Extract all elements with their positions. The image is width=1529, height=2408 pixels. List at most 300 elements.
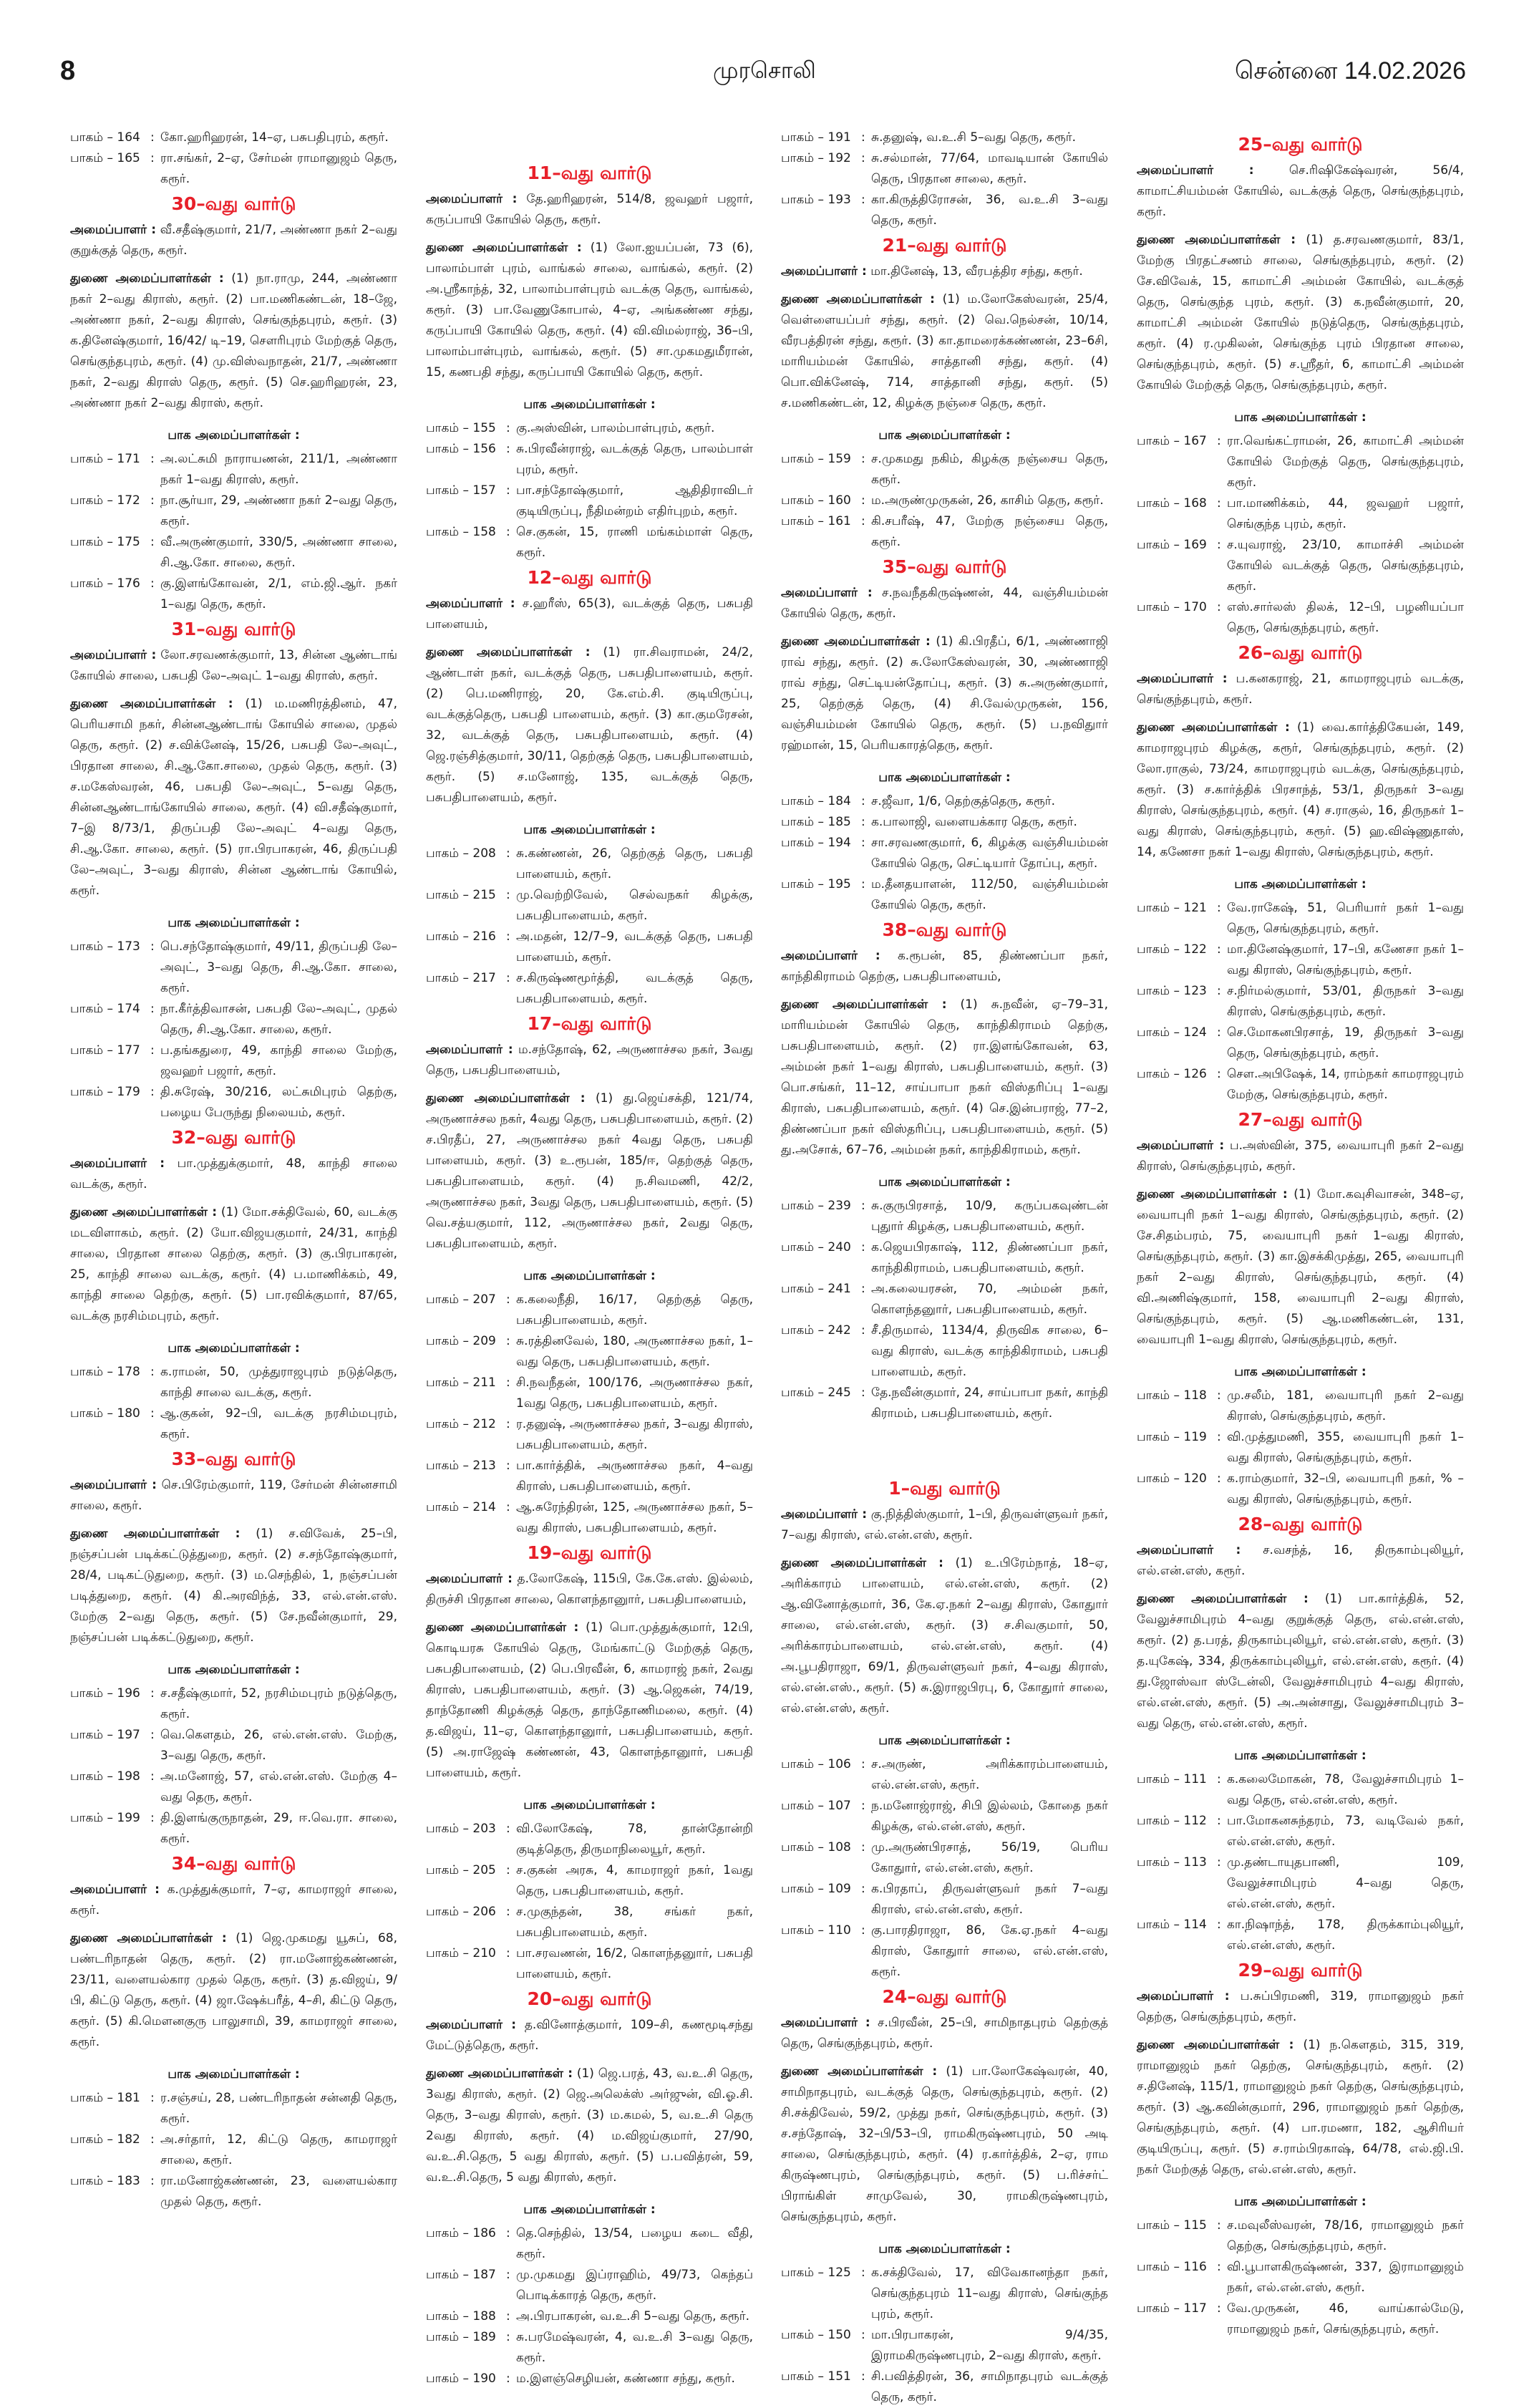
booth-label: பாகம் – (781, 836, 824, 850)
booth-label: பாகம் – (426, 2268, 469, 2282)
colon: : (150, 1811, 155, 1825)
booth-row (426, 927, 753, 968)
colon: : (861, 836, 865, 850)
colon: : (1217, 984, 1221, 998)
booth-row (70, 1683, 397, 1725)
booth-number (781, 833, 861, 874)
booth-person: அ.சர்தார், 12, கிட்டு தெரு, காமராஜர் சாலை, கரூர். (160, 2132, 397, 2167)
ward-section (781, 1984, 1108, 2408)
organizer-text: ப.அஸ்வின், 375, வையாபுரி நகர் 2–வது கிராஸ், செங்குந்தபுரம், கரூர். (1137, 1138, 1465, 1174)
ward-heading: 38–வது வார்டு (882, 919, 1007, 940)
colon: : (861, 1282, 865, 1296)
booth-organizers-heading: பாக அமைப்பாளர்கள் : (168, 1663, 300, 1677)
booth-number (1137, 597, 1217, 639)
deputies-label: துணை அமைப்பாளர்கள் : (781, 1556, 943, 1570)
organizer-label: அமைப்பாளர் : (426, 2018, 517, 2032)
booth-label: பாகம் – (781, 2369, 824, 2384)
booth-label: பாகம் – (1137, 600, 1180, 614)
ward-section (1137, 640, 1464, 1106)
booth-number (70, 1725, 150, 1766)
booth-organizers-heading: பாக அமைப்பாளர்கள் : (878, 1734, 1011, 1748)
booth-row (781, 2325, 1108, 2366)
booth-no: 183 (117, 2174, 140, 2188)
booth-label: பாகம் – (781, 1386, 824, 1400)
column-2 (426, 159, 753, 2389)
ward-heading: 29–வது வார்டு (1238, 1960, 1363, 1981)
booth-person: மு.தண்டாயுதபாணி, 109, வேலுச்சாமிபுரம் 4–வது தெரு, எல்.என்.எஸ், கரூர். (1227, 1855, 1464, 1911)
colon: : (506, 1863, 510, 1877)
booth-label: பாகம் – (70, 1365, 113, 1379)
booth-no: 110 (827, 1923, 851, 1938)
booth-label: பாகம் – (426, 1459, 469, 1473)
booth-number (426, 1331, 506, 1373)
colon: : (150, 493, 155, 508)
organizer-text: க.ரூபன், 85, திண்ணப்பா நகர், காந்திகிராமம் தெற்கு, பசுபதிபாளையம், (781, 949, 1108, 984)
colon: : (150, 1686, 155, 1701)
colon: : (506, 2268, 510, 2282)
booth-number (426, 968, 506, 1010)
booth-number (781, 2366, 861, 2408)
booth-label: பாகம் – (426, 1417, 469, 1431)
booth-person: சி.பவித்திரன், 36, சாமிநாதபுரம் வடக்குத் தெரு, கரூர். (871, 2369, 1108, 2404)
colon: : (861, 193, 865, 207)
ward-section (426, 565, 753, 1010)
booth-person: வே.ராகேஷ், 51, பெரியார் நகர் 1–வது தெரு, செங்குந்தபுரம், கரூர். (1227, 901, 1464, 936)
deputies-entry (70, 1928, 397, 2053)
booth-no: 241 (827, 1282, 851, 1296)
booth-row (781, 1754, 1108, 1796)
booth-number (1137, 535, 1217, 597)
booth-number (426, 1497, 506, 1539)
booth-person: ச.நிர்மல்குமார், 53/01, திருநகர் 3–வது கிராஸ், செங்குந்தபுரம், கரூர். (1227, 984, 1464, 1019)
booth-row (781, 1796, 1108, 1837)
colon: : (150, 2132, 155, 2147)
deputies-text: (1) வை.கார்த்திகேயன், 149, காமராஜபுரம் கிழக்கு, கரூர், செங்குந்தபுரம், கரூர். (2) லோ.ராகுல், 73/24, காமராஜபுரம் வடக்கு, செங்குந்தபுரம், கரூர். (3) ச.கார்த்திக் பிரசாந்த், 53/1, திருநகர் 3–வது கிராஸ், செங்குந்தபுரம், கரூர். (4) ச.ராகுல், 16, திருநகர் 1–வது கிராஸ், செங்குந்தபுரம், கரூர். (5) ஹ.விஷ்ணுதாஸ், 14, கணேசா நகர் 1–வது கிராஸ், செங்குந்தபுரம், கரூர். (1137, 720, 1464, 859)
booth-no: 157 (472, 483, 496, 498)
colon: : (506, 2371, 510, 2386)
booth-label: பாகம் – (1137, 1025, 1180, 1040)
booth-label: பாகம் – (1137, 1471, 1180, 1486)
booth-row (70, 449, 397, 490)
booth-person: மு.முகமது இப்ராஹிம், 49/73, கெந்தப் பொடிக்காரத் தெரு, கரூர். (516, 2268, 753, 2303)
booth-person: நா.கீர்த்திவாசன், பசுபதி லே–அவுட், முதல் தெரு, சி.ஆ.கோ. சாலை, கரூர். (160, 1002, 397, 1037)
booth-organizers-heading: பாக அமைப்பாளர்கள் : (168, 1341, 300, 1355)
organizer-entry (426, 1569, 753, 1610)
colon: : (1217, 1855, 1221, 1870)
colon: : (150, 1769, 155, 1784)
booth-no: 123 (1183, 984, 1207, 998)
booth-person: பா.சந்தோஷ்குமார், ஆதிதிராவிடர் குடியிருப்பு, நீதிமன்றம் எதிர்புறம், கரூர். (516, 483, 753, 518)
booth-no: 242 (827, 1323, 851, 1338)
booth-row (1137, 493, 1464, 535)
colon: : (150, 535, 155, 549)
booth-number (70, 2088, 150, 2129)
booth-person: கா.நிஷாந்த், 178, திருக்காம்புலியூர், எல்.என்.எஸ், கரூர். (1227, 1918, 1464, 1953)
booth-label: பாகம் – (426, 1946, 469, 1960)
booth-no: 194 (827, 836, 851, 850)
organizer-entry (1137, 160, 1464, 223)
booth-label: பாகம் – (1137, 901, 1180, 915)
booth-label: பாகம் – (426, 525, 469, 539)
ward-heading: 1–வது வார்டு (888, 1478, 1001, 1499)
booth-row (1137, 1469, 1464, 1510)
colon: : (861, 877, 865, 891)
deputies-label: துணை அமைப்பாளர்கள் : (426, 1620, 579, 1635)
booth-person: அ.கலையரசன், 70, அம்மன் நகர், கொளந்தனுார், பசுபதிபாளையம், கரூர். (871, 1282, 1108, 1317)
deputies-text: (1) த.சரவணகுமார், 83/1, மேற்கு பிரதட்சணம் சாலை, செங்குந்தபுரம், கரூர். (2) சே.விவேக், 15, காமாட்சி அம்மன் கோயில், வடக்குத் தெரு, செங்குந்த புரம், கரூர். (3) க.நவீன்குமார், 20, காமாட்சி அம்மன் கோயில் நடுத்தெரு, செங்குந்தபுரம், கரூர். (4) ர.முகிலன், செங்குந்த புரம் பிரதான சாலை, செங்குந்தபுரம், கரூர். (5) ச.ஸ்ரீதர், 6, காமாட்சி அம்மன் கோயில் மேற்குத் தெரு, செங்குந்தபுரம், கரூர். (1137, 233, 1465, 392)
booth-no: 111 (1183, 1772, 1207, 1786)
booth-person: கோ.ஹரிஹரன், 14–ஏ, பசுபதிபுரம், கரூர். (160, 130, 389, 145)
organizer-label: அமைப்பாளர் : (781, 264, 867, 279)
booth-number (1137, 1427, 1217, 1469)
booth-no: 165 (117, 151, 140, 165)
organizer-text: ப.சுப்பிரமணி, 319, ராமானுஜம் நகர் தெற்கு, செங்குந்தபுரம், கரூர். (1137, 1989, 1464, 2024)
booth-no: 185 (827, 815, 851, 829)
colon: : (506, 1905, 510, 1919)
colon: : (506, 2226, 510, 2240)
booth-no: 108 (827, 1840, 851, 1855)
booth-row (1137, 1386, 1464, 1427)
booth-no: 159 (827, 452, 851, 466)
organizer-label: அமைப்பாளர் : (1137, 1543, 1241, 1557)
booth-no: 119 (1183, 1430, 1207, 1444)
deputies-entry (1137, 2035, 1464, 2180)
page-number: 8 (60, 56, 76, 86)
booth-label: பாகம் – (781, 2328, 824, 2342)
booth-number (426, 1290, 506, 1331)
booth-label: பாகம் – (781, 452, 824, 466)
deputies-text: (1) உ.பிரேம்நாத், 18–ஏ, அரிக்காரம் பாளையம், எல்.என்.எஸ், கரூர். (2) ஆ.வினோத்குமார், 36, கே.ஏ.நகர் 2–வது கிராஸ், கோதுார் சாலை, எல்.என்.எஸ், கரூர். (3) ச.சிவகுமார், 50, அரிக்காரம்பாளையம், எல்.என்.எஸ், கரூர். (4) அ.பூபதிராஜா, 69/1, திருவள்ளுவர் நகர், 4–வது கிராஸ், எல்.என்.எஸ்., கரூர். (5) சு.இராஜபிரபு, 6, கோதுார் சாலை, எல்.என்.எஸ், கரூர். (781, 1556, 1109, 1716)
organizer-text: த.வினோத்குமார், 109–சி, கணமூடிசந்து மேட்டுத்தெரு, கரூர். (426, 2018, 754, 2053)
booth-organizers-heading: பாக அமைப்பாளர்கள் : (878, 770, 1011, 785)
colon: : (861, 130, 865, 145)
booth-organizers-heading: பாக அமைப்பாளர்கள் : (1234, 2195, 1367, 2209)
organizer-entry (426, 1040, 753, 1081)
booth-number (70, 1040, 150, 1082)
booth-number (426, 1373, 506, 1414)
booth-person: சு.பிரவீன்ராஜ், வடக்குத் தெரு, பாலம்பாள் புரம், கரூர். (516, 442, 753, 477)
organizer-text: ம.சந்தோஷ், 62, அருணாச்சல நகர், 3வது தெரு, பசுபதிபாளையம், (426, 1043, 754, 1078)
booth-number (781, 812, 861, 833)
booth-number (426, 1819, 506, 1860)
booth-no: 190 (472, 2371, 496, 2386)
booth-number (1137, 1022, 1217, 1064)
colon: : (150, 151, 155, 165)
ward-heading: 26–வது வார்டு (1238, 642, 1363, 663)
booth-number (426, 439, 506, 480)
booth-organizers-heading: பாக அமைப்பாளர்கள் : (168, 916, 300, 930)
booth-label: பாகம் – (70, 2091, 113, 2105)
booth-label: பாகம் – (781, 1882, 824, 1896)
booth-number (1137, 981, 1217, 1022)
booth-person: பெ.சந்தோஷ்குமார், 49/11, திருப்பதி லே–அவுட், 3–வது தெரு, சி.ஆ.கோ. சாலை, கரூர். (160, 939, 397, 995)
colon: : (150, 130, 155, 145)
booth-row (70, 127, 397, 148)
ward-section (781, 233, 1108, 553)
organizer-entry (781, 1504, 1108, 1546)
deputies-text: (1) பா.லோகேஷ்வரன், 40, சாமிநாதபுரம், வடக்குத் தெரு, செங்குந்தபுரம், கரூர். (2) சி.சக்திவேல், 59/2, முத்து நகர், செங்குந்தபுரம், கரூர். (3) ச.சந்தோஷ், 32–பி/53–பி, ராமகிருஷ்ணபுரம், 50 அடி சாலை, செங்குந்தபுரம், கரூர். (4) ர.கார்த்திக், 2–ஏ, ராம கிருஷ்ணபுரம், செங்குந்தபுரம், கரூர். (5) ப.ரிச்சர்ட் பிராங்கிள் சாமுவேல், 30, ராமகிருஷ்ணபுரம், செங்குந்தபுரம், கரூர். (781, 2064, 1108, 2224)
booth-number (426, 1456, 506, 1497)
ward-section (426, 160, 753, 564)
colon: : (861, 2266, 865, 2280)
booth-row (1137, 1852, 1464, 1915)
booth-person: அ.பிரபாகரன், வ.உ.சி 5–வது தெரு, கரூர். (516, 2309, 749, 2324)
colon: : (506, 1375, 510, 1390)
booth-person: பா.சரவணன், 16/2, கொளந்தனுார், பசுபதி பாளையம், கரூர். (516, 1946, 753, 1981)
booth-person: அ.மதன், 12/7–9, வடக்குத் தெரு, பசுபதி பாளையம், கரூர். (516, 929, 753, 964)
booth-number (781, 1879, 861, 1920)
booth-person: சு.ரத்தினவேல், 180, அருணாச்சல நகர், 1–வது தெரு, பசுபதிபாளையம், கரூர். (516, 1334, 753, 1369)
booth-number (70, 449, 150, 490)
booth-number (426, 418, 506, 439)
colon: : (150, 1085, 155, 1099)
booth-row (70, 1040, 397, 1082)
organizer-entry (781, 2013, 1108, 2054)
ward-heading: 19–வது வார்டு (527, 1542, 652, 1563)
organizer-label: அமைப்பாளர் : (781, 586, 873, 600)
ward-section (781, 1424, 1108, 1983)
booth-label: பாகம் – (1137, 984, 1180, 998)
deputies-text: (1) சு.நவீன், ஏ–79–31, மாரியம்மன் கோயில் தெரு, காந்திகிராமம் தெற்கு, பசுபதிபாளையம், கரூர். (2) ரா.இளங்கோவன், 63, அம்மன் நகர் 1–வது கிராஸ், பசுபதிபாளையம், கரூர். (3) பொ.சங்கர், 11–12, சாய்பாபா நகர் விஸ்தரிப்பு 1–வது கிராஸ், பசுபதிபாளையம், கரூர். (4) செ.இன்பராஜ், 77–2, திண்ணப்பா நகர் விஸ்தரிப்பு, பசுபதிபாளையம், கரூர். (5) து.அசோக், 67–76, அம்மன் நகர், காந்திகிராமம், கரூர். (781, 997, 1109, 1157)
booth-person: சு.சல்மான், 77/64, மாவடியான் கோயில் தெரு, பிரதான சாலை, கரூர். (871, 151, 1108, 186)
booth-number (1137, 939, 1217, 981)
booth-row (1137, 981, 1464, 1022)
booth-label: பாகம் – (70, 130, 113, 145)
deputies-label: துணை அமைப்பாளர்கள் : (1137, 233, 1296, 247)
booth-label: பாகம் – (426, 1292, 469, 1307)
booth-label: பாகம் – (426, 1334, 469, 1348)
booth-no: 191 (827, 130, 851, 145)
booth-person: சி.நவநீதன், 100/176, அருணாச்சல நகர், 1வது தெரு, பசுபதிபாளையம், கரூர். (516, 1375, 753, 1411)
booth-no: 181 (117, 2091, 140, 2105)
booth-no: 211 (472, 1375, 496, 1390)
booth-number (781, 1754, 861, 1796)
booth-number (70, 1766, 150, 1808)
deputies-entry (1137, 1184, 1464, 1350)
colon: : (861, 1799, 865, 1813)
booth-number (426, 480, 506, 522)
booth-label: பாகம் – (70, 939, 113, 954)
deputies-label: துணை அமைப்பாளர்கள் : (781, 2064, 938, 2079)
deputies-entry (1137, 717, 1464, 863)
booth-number (426, 522, 506, 564)
booth-label: பாகம் – (426, 846, 469, 861)
ward-section (70, 616, 397, 1123)
booth-number (70, 1683, 150, 1725)
booth-no: 184 (827, 794, 851, 808)
deputies-entry (70, 694, 397, 901)
colon: : (506, 1417, 510, 1431)
deputies-text: (1) ஜெ.பரத், 43, வ.உ.சி தெரு, 3வது கிராஸ், கரூர். (2) ஜெ.அலெக்ஸ் அர்ஜுன், வி.ஓ.சி. தெரு, 3–வது கிராஸ், கரூர். (3) ம.கமல், 5, வ.உ.சி தெரு 2வது கிராஸ், கரூர். (4) ம.விஜய்குமார், 27/90, வ.உ.சி.தெரு, 5 வது கிராஸ், கரூர். (5) ப.பவித்ரன், 59, வ.உ.சி.தெரு, 5 வது கிராஸ், கரூர். (426, 2066, 754, 2185)
organizer-text: க.முத்துக்குமார், 7–ஏ, காமராஜர் சாலை, கரூர். (70, 1882, 398, 1918)
booth-row (781, 791, 1108, 812)
booth-row (1137, 1427, 1464, 1469)
booth-row (426, 885, 753, 927)
booth-row (781, 449, 1108, 490)
deputies-label: துணை அமைப்பாளர்கள் : (70, 1205, 218, 1219)
booth-row (70, 1766, 397, 1808)
booth-row (781, 127, 1108, 148)
organizer-label: அமைப்பாளர் : (781, 1507, 868, 1522)
colon: : (506, 1459, 510, 1473)
booth-no: 212 (472, 1417, 496, 1431)
colon: : (1217, 901, 1221, 915)
ward-section (1137, 1512, 1464, 1956)
colon: : (506, 483, 510, 498)
booth-number (781, 1920, 861, 1983)
ward-heading: 28–வது வார்டு (1238, 1514, 1363, 1534)
booth-label: பாகம் – (426, 929, 469, 944)
booth-row (1137, 939, 1464, 981)
organizer-text: ச.வசந்த், 16, திருகாம்புலியூர், எல்.என்.எஸ், கரூர். (1137, 1543, 1465, 1578)
booth-row (781, 190, 1108, 231)
booth-row (781, 1196, 1108, 1237)
booth-label: பாகம் – (70, 452, 113, 466)
ward-heading: 12–வது வார்டு (527, 567, 652, 588)
booth-row (1137, 1022, 1464, 1064)
booth-row (1137, 2298, 1464, 2340)
booth-label: பாகம் – (781, 877, 824, 891)
booth-row (70, 2088, 397, 2129)
booth-row (1137, 898, 1464, 939)
booth-label: பாகம் – (1137, 1918, 1180, 1932)
ward-heading: 24–வது வார்டு (882, 1986, 1007, 2007)
booth-no: 106 (827, 1757, 851, 1771)
booth-person: சௌ.அபிஷேக், 14, ராம்நகர் காமராஜபுரம் மேற்கு, செங்குந்தபுரம், கரூர். (1227, 1067, 1464, 1102)
booth-row (781, 1320, 1108, 1383)
booth-organizers-heading: பாக அமைப்பாளர்கள் : (878, 428, 1011, 443)
deputies-entry (781, 289, 1108, 414)
colon: : (150, 939, 155, 954)
booth-label: பாகம் – (70, 2132, 113, 2147)
booth-organizers-heading: பாக அமைப்பாளர்கள் : (878, 1175, 1011, 1189)
booth-person: பா.கார்த்திக், அருணாச்சல நகர், 4–வது கிராஸ், பசுபதிபாளையம், கரூர். (516, 1459, 753, 1494)
colon: : (506, 888, 510, 902)
organizer-entry (781, 261, 1108, 282)
deputies-entry (426, 2064, 753, 2188)
colon: : (1217, 1025, 1221, 1040)
booth-number (1137, 1064, 1217, 1106)
booth-no: 192 (827, 151, 851, 165)
ward-section (1137, 1958, 1464, 2340)
colon: : (861, 2328, 865, 2342)
booth-person: க.ராமன், 50, முத்துராஜபுரம் நடுத்தெரு, காந்தி சாலை வடக்கு, கரூர். (160, 1365, 397, 1400)
booth-person: வி.லோகேஷ், 78, தான்தோன்றி குடித்தெரு, திருமாநிலையூர், கரூர். (516, 1822, 753, 1857)
colon: : (1217, 2260, 1221, 2274)
booth-no: 245 (827, 1386, 851, 1400)
deputies-entry (426, 1618, 753, 1784)
booth-label: பாகம் – (1137, 434, 1180, 448)
booth-number (781, 1320, 861, 1383)
deputies-label: துணை அமைப்பாளர்கள் : (1137, 720, 1290, 735)
organizer-label: அமைப்பாளர் : (1137, 672, 1228, 686)
booth-person: கு.இளங்கோவன், 2/1, எம்.ஜி.ஆர். நகர் 1–வது தெரு, கரூர். (160, 576, 397, 611)
booth-row (781, 490, 1108, 511)
booth-no: 195 (827, 877, 851, 891)
booth-row (1137, 597, 1464, 639)
booth-person: சு.கண்ணன், 26, தெற்குத் தெரு, பசுபதி பாளையம், கரூர். (516, 846, 753, 881)
deputies-label: துணை அமைப்பாளர்கள் : (70, 697, 233, 711)
organizer-entry (426, 189, 753, 231)
booth-label: பாகம் – (781, 1323, 824, 1338)
booth-organizers-heading: பாக அமைப்பாளர்கள் : (523, 1798, 656, 1812)
booth-no: 116 (1183, 2260, 1207, 2274)
booth-no: 206 (472, 1905, 496, 1919)
booth-number (70, 2129, 150, 2171)
colon: : (150, 1365, 155, 1379)
booth-row (426, 1860, 753, 1902)
ward-heading: 30–வது வார்டு (171, 193, 296, 214)
organizer-label: அமைப்பாளர் : (426, 192, 518, 206)
booth-person: ச.யுவராஜ், 23/10, காமாச்சி அம்மன் கோயில் வடக்குத் தெரு, செங்குந்தபுரம், கரூர். (1227, 538, 1464, 594)
booth-row (1137, 2215, 1464, 2257)
booth-row (1137, 1915, 1464, 1956)
booth-no: 156 (472, 442, 496, 456)
colon: : (506, 846, 510, 861)
colon: : (861, 1840, 865, 1855)
booth-row (70, 1808, 397, 1849)
colon: : (506, 1946, 510, 1960)
booth-number (781, 2325, 861, 2366)
colon: : (861, 151, 865, 165)
colon: : (861, 1757, 865, 1771)
deputies-text: (1) ந.கௌதம், 315, 319, ராமானுஜம் நகர் தெற்கு, செங்குந்தபுரம், கரூர். (2) ச.தினேஷ், 115/1, ராமானுஜம் நகர் தெற்கு, செங்குந்தபுரம், கரூர். (3) ஆ.கவின்குமார், 296, ராமானுஜம் நகர் தெற்கு, செங்குந்தபுரம், கரூர். (4) பா.ரமணா, 182, ஆசிரியர் குடியிருப்பு, கரூர். (5) ச.ராம்பிரகாஷ், 64/78, எல்.ஜி.பி. நகர் மேற்குத் தெரு, எல்.என்.எஸ், கரூர். (1137, 2038, 1465, 2177)
booth-continuation (781, 127, 1108, 231)
organizer-entry (70, 645, 397, 687)
booth-person: க.கலைநீதி, 16/17, தெற்குத் தெரு, பசுபதிபாளையம், கரூர். (516, 1292, 753, 1328)
booth-no: 182 (117, 2132, 140, 2147)
booth-person: ரா.வெங்கட்ராமன், 26, காமாட்சி அம்மன் கோயில் மேற்குத் தெரு, செங்குந்தபுரம், கரூர். (1227, 434, 1464, 490)
booth-person: ச.குகன் அரசு, 4, காமராஜர் நகர், 1வது தெரு, பசுபதிபாளையம், கரூர். (516, 1863, 753, 1898)
booth-organizers-heading: பாக அமைப்பாளர்கள் : (523, 2203, 656, 2217)
booth-row (1137, 1811, 1464, 1852)
colon: : (1217, 496, 1221, 511)
colon: : (506, 971, 510, 985)
booth-no: 109 (827, 1882, 851, 1896)
booth-label: பாகம் – (781, 514, 824, 528)
booth-no: 107 (827, 1799, 851, 1813)
ward-heading: 17–வது வார்டு (527, 1013, 652, 1034)
booth-label: பாகம் – (1137, 1388, 1180, 1403)
booth-row (426, 480, 753, 522)
booth-label: பாகம் – (70, 1728, 113, 1742)
organizer-label: அமைப்பாளர் : (70, 648, 157, 662)
organizer-text: ச.நவநீதகிருஷ்ணன், 44, வஞ்சியம்மன் கோயில் தெரு, கரூர். (781, 586, 1108, 621)
booth-label: பாகம் – (781, 815, 824, 829)
booth-no: 171 (117, 452, 140, 466)
booth-no: 178 (117, 1365, 140, 1379)
deputies-label: துணை அமைப்பாளர்கள் : (781, 292, 935, 306)
booth-label: பாகம் – (426, 2371, 469, 2386)
booth-no: 151 (827, 2369, 851, 2384)
colon: : (506, 421, 510, 435)
booth-label: பாகம் – (70, 2174, 113, 2188)
ward-section (781, 917, 1108, 1424)
booth-label: பாகம் – (1137, 2218, 1180, 2233)
column-1 (70, 127, 397, 2213)
deputies-label: துணை அமைப்பாளர்கள் : (70, 1931, 227, 1945)
booth-number (1137, 1386, 1217, 1427)
booth-row (781, 1237, 1108, 1279)
booth-number (781, 449, 861, 490)
deputies-label: துணை அமைப்பாளர்கள் : (426, 1091, 586, 1106)
ward-heading: 31–வது வார்டு (171, 619, 296, 639)
colon: : (861, 493, 865, 508)
deputies-entry (781, 2061, 1108, 2228)
booth-no: 113 (1183, 1855, 1207, 1870)
booth-person: மு.வெற்றிவேல், செல்வநகர் கிழக்கு, பசுபதிபாளையம், கரூர். (516, 888, 753, 923)
colon: : (1217, 1471, 1221, 1486)
